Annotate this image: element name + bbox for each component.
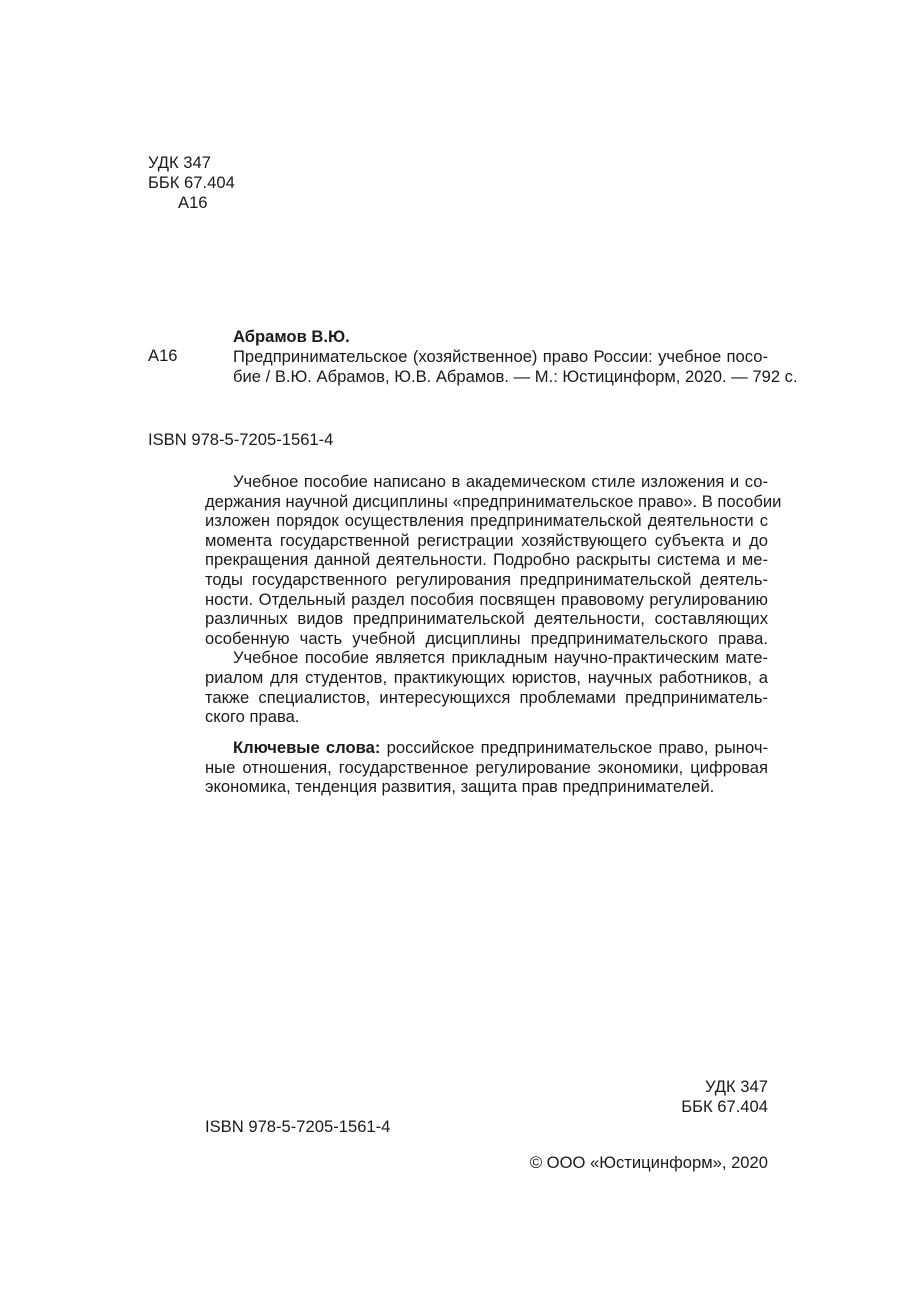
abstract-paragraph-1 bbox=[205, 472, 782, 648]
isbn-top: ISBN 978-5-7205-1561-4 bbox=[148, 430, 334, 449]
abstract-line: тоды государственного регулирования предпринимательской деятель- bbox=[205, 569, 768, 589]
catalog-description-line: бие / В.Ю. Абрамов, Ю.В. Абрамов. — М.: Юстицинформ, 2020. — 792 с. bbox=[233, 366, 798, 386]
abstract-line: различных видов предпринимательской деятельности, составляющих bbox=[205, 609, 768, 629]
udk-bottom: УДК 347 bbox=[705, 1077, 768, 1096]
keywords-label: Ключевые слова: bbox=[233, 738, 381, 757]
abstract-line: прекращения данной деятельности. Подробно раскрыты система и ме- bbox=[205, 550, 768, 570]
keywords-line: экономика, тенденция развития, защита прав предпринимателей. bbox=[205, 777, 715, 797]
isbn-bottom: ISBN 978-5-7205-1561-4 bbox=[205, 1117, 391, 1136]
abstract-paragraph-2 bbox=[205, 648, 768, 726]
catalog-description bbox=[233, 347, 798, 387]
catalog-mark: А16 bbox=[148, 346, 178, 365]
abstract-line: Учебное пособие написано в академическом стиле изложения и со- bbox=[233, 472, 768, 491]
abstract-line: Учебное пособие является прикладным научно-практическим мате- bbox=[233, 648, 768, 668]
abstract-line: особенную часть учебной дисциплины предпринимательского права. bbox=[205, 628, 768, 648]
bbk-top: ББК 67.404 bbox=[148, 173, 235, 192]
catalog-description-line: Предпринимательское (хозяйственное) право России: учебное посо- bbox=[233, 347, 768, 366]
udk-top: УДК 347 bbox=[148, 153, 211, 172]
abstract-line: риалом для студентов, практикующих юристов, научных работников, а bbox=[205, 667, 768, 687]
bbk-bottom: ББК 67.404 bbox=[681, 1097, 768, 1116]
keywords bbox=[205, 738, 768, 797]
keywords-line: ные отношения, государственное регулирование экономики, цифровая bbox=[205, 757, 768, 777]
catalog-author: Абрамов В.Ю. bbox=[233, 327, 350, 346]
abstract-line: ности. Отдельный раздел пособия посвящен правовому регулированию bbox=[205, 589, 768, 609]
abstract-line: ского права. bbox=[205, 707, 300, 727]
copyright: © ООО «Юстицинформ», 2020 bbox=[529, 1153, 768, 1172]
author-mark-top: А16 bbox=[178, 193, 208, 212]
abstract-line: также специалистов, интересующихся проблемами предприниматель- bbox=[205, 687, 768, 707]
abstract-line: держания научной дисциплины «предпринимательское право». В пособии bbox=[205, 491, 782, 511]
abstract bbox=[205, 472, 782, 727]
keywords-text: российское предпринимательское право, рыноч- bbox=[380, 738, 768, 757]
keywords-line bbox=[205, 738, 768, 758]
abstract-line: момента государственной регистрации хозяйствующего субъекта и до bbox=[205, 530, 768, 550]
abstract-line: изложен порядок осуществления предпринимательской деятельности с bbox=[205, 511, 768, 531]
